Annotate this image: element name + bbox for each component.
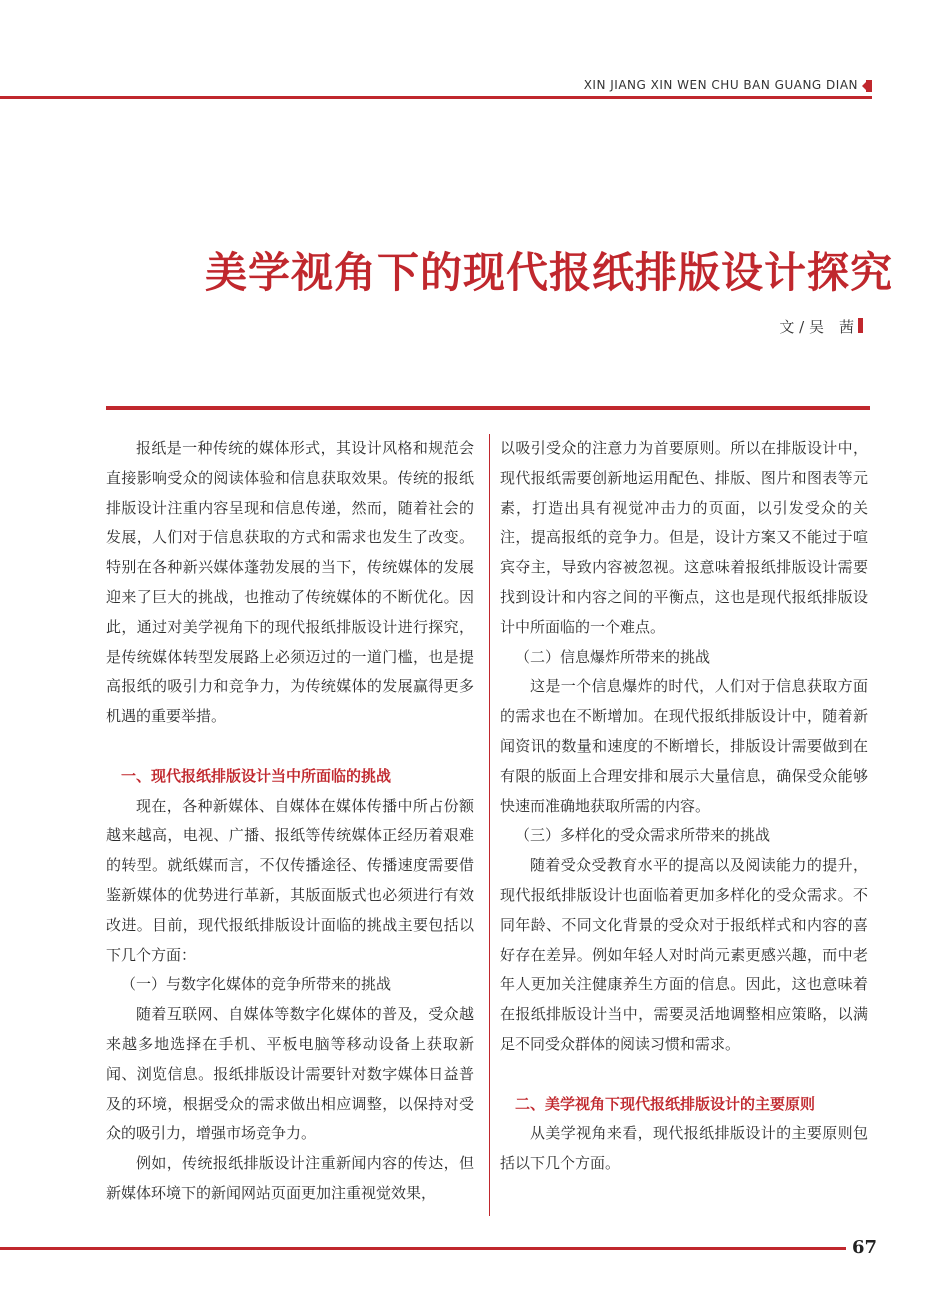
- page-number: 67: [852, 1237, 878, 1258]
- intro-paragraph: 报纸是一种传统的媒体形式，其设计风格和规范会直接影响受众的阅读体验和信息获取效果。传统的报纸排版设计注重内容呈现和信息传递，然而，随着社会的发展，人们对于信息获取的方式和需求也发生了改变。特别在各种新兴媒体蓬勃发展的当下，传统媒体的发展迎来了巨大的挑战，也推动了传统媒体的不断优化。因此，通过对美学视角下的现代报纸排版设计进行探究，是传统媒体转型发展路上必须迈过的一道门槛，也是提高报纸的吸引力和竞争力，为传统媒体的发展赢得更多机遇的重要举措。: [106, 439, 474, 726]
- subsection1-heading: （一）与数字化媒体的竞争所带来的挑战: [121, 975, 392, 994]
- title-rule: [106, 406, 870, 410]
- continued-paragraph: 以吸引受众的注意力为首要原则。所以在排版设计中，现代报纸需要创新地运用配色、排版、图片和图表等元素，打造出具有视觉冲击力的页面，以引发受众的关注，提高报纸的竞争力。但是，设计方案又不能过于喧宾夺主，导致内容被忽视。这意味着报纸排版设计需要找到设计和内容之间的平衡点，这也是现代报纸排版设计中所面临的一个难点。: [500, 439, 868, 636]
- subsection2-heading: （二）信息爆炸所带来的挑战: [515, 647, 711, 666]
- subsection3-paragraph: 随着受众受教育水平的提高以及阅读能力的提升，现代报纸排版设计也面临着更加多样化的受众需求。不同年龄、不同文化背景的受众对于报纸样式和内容的喜好存在差异。例如年轻人对时尚元素更感兴趣，而中老年人更加关注健康养生方面的信息。因此，这也意味着在报纸排版设计当中，需要灵活地调整相应策略，以满足不同受众群体的阅读习惯和需求。: [500, 856, 868, 1053]
- subsection1-paragraph-1: 随着互联网、自媒体等数字化媒体的普及，受众越来越多地选择在手机、平板电脑等移动设备上获取新闻、浏览信息。报纸排版设计需要针对数字媒体日益普及的环境，根据受众的需求做出相应调整，以保持对受众的吸引力，增强市场竞争力。: [106, 1005, 474, 1143]
- left-column: [106, 434, 474, 1209]
- section2-heading: 二、美学视角下现代报纸排版设计的主要原则: [515, 1094, 816, 1113]
- subsection3-heading: （三）多样化的受众需求所带来的挑战: [515, 826, 771, 845]
- section2-paragraph: 从美学视角来看，现代报纸排版设计的主要原则包括以下几个方面。: [500, 1124, 868, 1173]
- footer-rule: [0, 1247, 846, 1250]
- section1-paragraph: 现在，各种新媒体、自媒体在媒体传播中所占份额越来越高，电视、广播、报纸等传统媒体正经历着艰难的转型。就纸媒而言，不仅传播途径、传播速度需要借鉴新媒体的优势进行革新，其版面版式也必须进行有效改进。目前，现代报纸排版设计面临的挑战主要包括以下几个方面：: [106, 796, 474, 964]
- byline-marker: [858, 318, 863, 333]
- right-column: [500, 434, 868, 1179]
- header-rule: [0, 96, 872, 99]
- header-marker-block: [866, 80, 872, 92]
- byline: 文 / 吴 茜: [779, 318, 854, 336]
- subsection1-paragraph-2: 例如，传统报纸排版设计注重新闻内容的传达，但新媒体环境下的新闻网站页面更加注重视觉效果，: [106, 1154, 474, 1202]
- article-title: 美学视角下的现代报纸排版设计探究: [205, 248, 894, 297]
- subsection2-paragraph: 这是一个信息爆炸的时代，人们对于信息获取方面的需求也在不断增加。在现代报纸排版设计中，随着新闻资讯的数量和速度的不断增长，排版设计需要做到在有限的版面上合理安排和展示大量信息，确保受众能够快速而准确地获取所需的内容。: [500, 677, 868, 815]
- section1-heading: 一、现代报纸排版设计当中所面临的挑战: [121, 766, 392, 785]
- column-divider: [489, 434, 490, 1216]
- running-header: XIN JIANG XIN WEN CHU BAN GUANG DIAN: [583, 78, 858, 92]
